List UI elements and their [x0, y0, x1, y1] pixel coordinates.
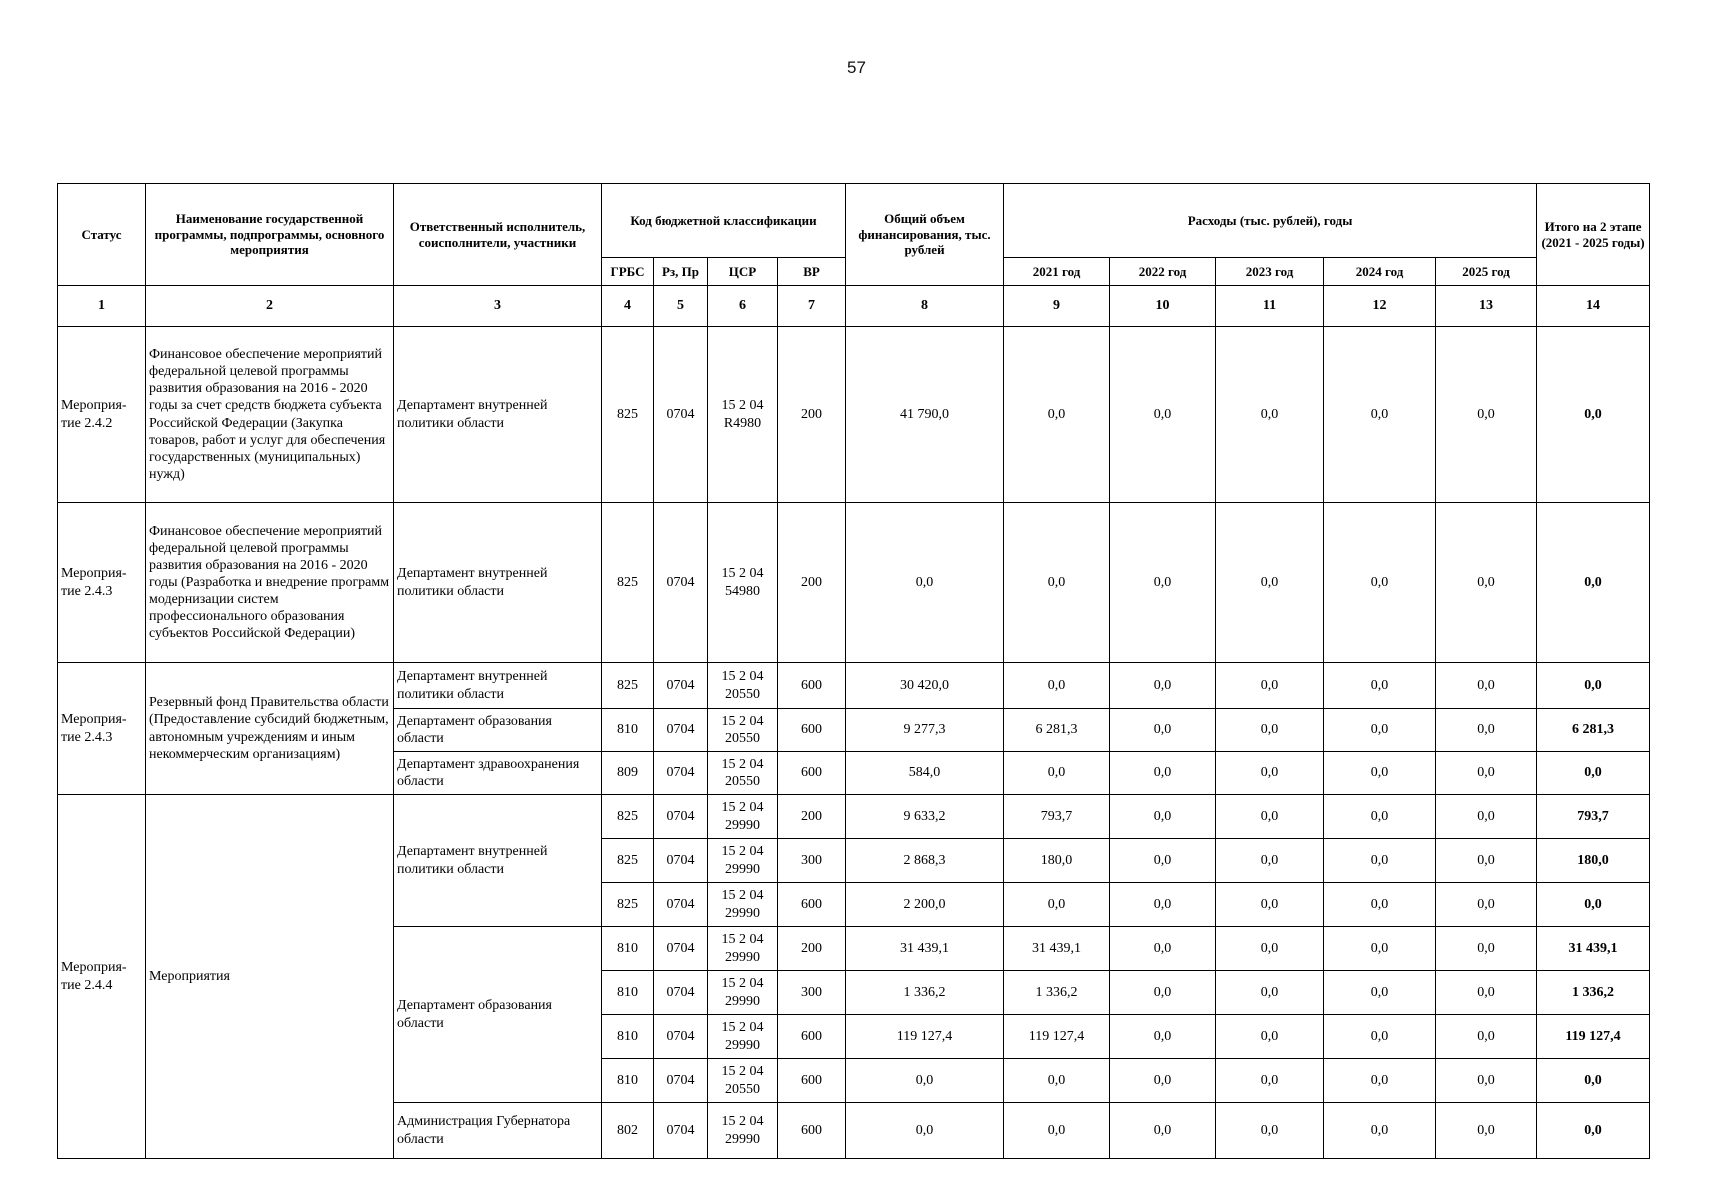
column-number: 2: [146, 286, 394, 327]
rzpr-cell: 0704: [654, 327, 708, 503]
measure-name-cell: Резервный фонд Правительства области (Предоставление субсидий бюджетным, автономным учреждениям и иным некоммерческим организациям): [146, 663, 394, 795]
csr-cell: 15 2 04 29990: [708, 839, 778, 883]
year-2022-cell: 0,0: [1110, 503, 1216, 663]
column-number: 4: [602, 286, 654, 327]
year-2023-cell: 0,0: [1216, 503, 1324, 663]
stage-total-cell: 0,0: [1537, 327, 1650, 503]
year-2025-cell: 0,0: [1436, 752, 1537, 795]
grbs-cell: 825: [602, 503, 654, 663]
csr-cell: 15 2 04 29990: [708, 795, 778, 839]
page-number: 57: [847, 58, 866, 77]
rzpr-cell: 0704: [654, 839, 708, 883]
year-2024-cell: 0,0: [1324, 927, 1436, 971]
stage-total-cell: 6 281,3: [1537, 709, 1650, 752]
year-2023-cell: 0,0: [1216, 971, 1324, 1015]
year-2022-cell: 0,0: [1110, 752, 1216, 795]
header-2022: 2022 год: [1110, 258, 1216, 286]
total-cell: 0,0: [846, 503, 1004, 663]
csr-cell: 15 2 04 20550: [708, 752, 778, 795]
stage-total-cell: 0,0: [1537, 752, 1650, 795]
year-2021-cell: 119 127,4: [1004, 1015, 1110, 1059]
vr-cell: 200: [778, 927, 846, 971]
header-budget-code: Код бюджетной классификации: [602, 184, 846, 258]
year-2025-cell: 0,0: [1436, 971, 1537, 1015]
rzpr-cell: 0704: [654, 971, 708, 1015]
year-2023-cell: 0,0: [1216, 1015, 1324, 1059]
year-2022-cell: 0,0: [1110, 795, 1216, 839]
table-row: [58, 327, 1650, 503]
header-executor: Ответственный исполнитель, соисполнители, участники: [394, 184, 602, 286]
column-number-row: [58, 286, 1650, 327]
year-2021-cell: 0,0: [1004, 503, 1110, 663]
year-2025-cell: 0,0: [1436, 795, 1537, 839]
vr-cell: 200: [778, 327, 846, 503]
year-2023-cell: 0,0: [1216, 839, 1324, 883]
year-2022-cell: 0,0: [1110, 883, 1216, 927]
total-cell: 584,0: [846, 752, 1004, 795]
grbs-cell: 825: [602, 883, 654, 927]
executor-cell: Департамент здравоохранения области: [394, 752, 602, 795]
status-cell: Мероприя-тие 2.4.2: [58, 327, 146, 503]
year-2023-cell: 0,0: [1216, 927, 1324, 971]
column-number: 3: [394, 286, 602, 327]
year-2022-cell: 0,0: [1110, 839, 1216, 883]
year-2021-cell: 1 336,2: [1004, 971, 1110, 1015]
table-header: [58, 184, 1650, 327]
grbs-cell: 810: [602, 1059, 654, 1103]
total-cell: 0,0: [846, 1103, 1004, 1159]
rzpr-cell: 0704: [654, 883, 708, 927]
header-2024: 2024 год: [1324, 258, 1436, 286]
csr-cell: 15 2 04 R4980: [708, 327, 778, 503]
table-row: [58, 663, 1650, 709]
rzpr-cell: 0704: [654, 752, 708, 795]
year-2021-cell: 0,0: [1004, 883, 1110, 927]
executor-cell: Департамент внутренней политики области: [394, 503, 602, 663]
stage-total-cell: 793,7: [1537, 795, 1650, 839]
header-total: Общий объем финансирования, тыс. рублей: [846, 184, 1004, 286]
year-2024-cell: 0,0: [1324, 883, 1436, 927]
stage-total-cell: 31 439,1: [1537, 927, 1650, 971]
grbs-cell: 825: [602, 327, 654, 503]
column-number: 1: [58, 286, 146, 327]
vr-cell: 600: [778, 1059, 846, 1103]
vr-cell: 600: [778, 752, 846, 795]
year-2023-cell: 0,0: [1216, 752, 1324, 795]
year-2025-cell: 0,0: [1436, 1015, 1537, 1059]
year-2023-cell: 0,0: [1216, 1103, 1324, 1159]
rzpr-cell: 0704: [654, 1103, 708, 1159]
year-2024-cell: 0,0: [1324, 752, 1436, 795]
rzpr-cell: 0704: [654, 663, 708, 709]
vr-cell: 300: [778, 839, 846, 883]
year-2025-cell: 0,0: [1436, 1059, 1537, 1103]
year-2025-cell: 0,0: [1436, 327, 1537, 503]
year-2022-cell: 0,0: [1110, 1103, 1216, 1159]
year-2025-cell: 0,0: [1436, 503, 1537, 663]
total-cell: 9 277,3: [846, 709, 1004, 752]
year-2024-cell: 0,0: [1324, 1015, 1436, 1059]
stage-total-cell: 0,0: [1537, 1103, 1650, 1159]
measure-name-cell: Финансовое обеспечение мероприятий федеральной целевой программы развития образования на 2016 - 2020 годы за счет средств бюджета субъекта Российской Федерации (Закупка товаров, работ и услуг для обеспечения государственных (муниципальных) нужд): [146, 327, 394, 503]
year-2025-cell: 0,0: [1436, 883, 1537, 927]
grbs-cell: 810: [602, 1015, 654, 1059]
year-2021-cell: 793,7: [1004, 795, 1110, 839]
stage-total-cell: 0,0: [1537, 1059, 1650, 1103]
year-2022-cell: 0,0: [1110, 709, 1216, 752]
year-2022-cell: 0,0: [1110, 663, 1216, 709]
csr-cell: 15 2 04 20550: [708, 1059, 778, 1103]
table-body: [58, 327, 1650, 1159]
year-2024-cell: 0,0: [1324, 1103, 1436, 1159]
year-2024-cell: 0,0: [1324, 709, 1436, 752]
year-2025-cell: 0,0: [1436, 709, 1537, 752]
column-number: 7: [778, 286, 846, 327]
status-cell: Мероприя-тие 2.4.4: [58, 795, 146, 1159]
year-2022-cell: 0,0: [1110, 927, 1216, 971]
grbs-cell: 802: [602, 1103, 654, 1159]
year-2025-cell: 0,0: [1436, 839, 1537, 883]
vr-cell: 200: [778, 795, 846, 839]
vr-cell: 600: [778, 1015, 846, 1059]
measure-name-cell: Финансовое обеспечение мероприятий федеральной целевой программы развития образования на 2016 - 2020 годы (Разработка и внедрение программ модернизации систем профессионального образования субъектов Российской Федерации): [146, 503, 394, 663]
year-2023-cell: 0,0: [1216, 663, 1324, 709]
stage-total-cell: 0,0: [1537, 883, 1650, 927]
column-number: 11: [1216, 286, 1324, 327]
column-number: 5: [654, 286, 708, 327]
total-cell: 41 790,0: [846, 327, 1004, 503]
total-cell: 9 633,2: [846, 795, 1004, 839]
measure-name-cell: Мероприятия: [146, 795, 394, 1159]
csr-cell: 15 2 04 29990: [708, 971, 778, 1015]
grbs-cell: 809: [602, 752, 654, 795]
column-number: 6: [708, 286, 778, 327]
rzpr-cell: 0704: [654, 1059, 708, 1103]
column-number: 10: [1110, 286, 1216, 327]
executor-cell: Департамент внутренней политики области: [394, 327, 602, 503]
csr-cell: 15 2 04 29990: [708, 1015, 778, 1059]
rzpr-cell: 0704: [654, 927, 708, 971]
header-name: Наименование государственной программы, подпрограммы, основного мероприятия: [146, 184, 394, 286]
executor-cell: Администрация Губернатора области: [394, 1103, 602, 1159]
year-2023-cell: 0,0: [1216, 883, 1324, 927]
status-cell: Мероприя-тие 2.4.3: [58, 503, 146, 663]
year-2021-cell: 0,0: [1004, 1059, 1110, 1103]
year-2024-cell: 0,0: [1324, 971, 1436, 1015]
executor-cell: Департамент образования области: [394, 709, 602, 752]
year-2021-cell: 0,0: [1004, 327, 1110, 503]
table-row: [58, 503, 1650, 663]
table-row: [58, 795, 1650, 839]
budget-table: [57, 183, 1650, 1159]
year-2023-cell: 0,0: [1216, 709, 1324, 752]
header-vr: ВР: [778, 258, 846, 286]
rzpr-cell: 0704: [654, 1015, 708, 1059]
year-2021-cell: 0,0: [1004, 663, 1110, 709]
year-2022-cell: 0,0: [1110, 971, 1216, 1015]
stage-total-cell: 0,0: [1537, 503, 1650, 663]
vr-cell: 600: [778, 1103, 846, 1159]
year-2021-cell: 6 281,3: [1004, 709, 1110, 752]
executor-cell: Департамент образования области: [394, 927, 602, 1103]
total-cell: 30 420,0: [846, 663, 1004, 709]
column-number: 9: [1004, 286, 1110, 327]
total-cell: 2 868,3: [846, 839, 1004, 883]
column-number: 14: [1537, 286, 1650, 327]
year-2024-cell: 0,0: [1324, 1059, 1436, 1103]
grbs-cell: 825: [602, 839, 654, 883]
vr-cell: 200: [778, 503, 846, 663]
year-2025-cell: 0,0: [1436, 1103, 1537, 1159]
header-grbs: ГРБС: [602, 258, 654, 286]
grbs-cell: 825: [602, 663, 654, 709]
csr-cell: 15 2 04 29990: [708, 1103, 778, 1159]
status-cell: Мероприя-тие 2.4.3: [58, 663, 146, 795]
grbs-cell: 825: [602, 795, 654, 839]
year-2024-cell: 0,0: [1324, 327, 1436, 503]
total-cell: 119 127,4: [846, 1015, 1004, 1059]
vr-cell: 300: [778, 971, 846, 1015]
grbs-cell: 810: [602, 927, 654, 971]
year-2023-cell: 0,0: [1216, 327, 1324, 503]
executor-cell: Департамент внутренней политики области: [394, 795, 602, 927]
rzpr-cell: 0704: [654, 503, 708, 663]
header-csr: ЦСР: [708, 258, 778, 286]
year-2025-cell: 0,0: [1436, 927, 1537, 971]
grbs-cell: 810: [602, 709, 654, 752]
year-2021-cell: 180,0: [1004, 839, 1110, 883]
column-number: 13: [1436, 286, 1537, 327]
year-2021-cell: 0,0: [1004, 1103, 1110, 1159]
total-cell: 31 439,1: [846, 927, 1004, 971]
year-2022-cell: 0,0: [1110, 1059, 1216, 1103]
csr-cell: 15 2 04 20550: [708, 709, 778, 752]
stage-total-cell: 1 336,2: [1537, 971, 1650, 1015]
vr-cell: 600: [778, 663, 846, 709]
year-2024-cell: 0,0: [1324, 839, 1436, 883]
year-2021-cell: 31 439,1: [1004, 927, 1110, 971]
vr-cell: 600: [778, 883, 846, 927]
header-status: Статус: [58, 184, 146, 286]
year-2023-cell: 0,0: [1216, 1059, 1324, 1103]
executor-cell: Департамент внутренней политики области: [394, 663, 602, 709]
year-2025-cell: 0,0: [1436, 663, 1537, 709]
vr-cell: 600: [778, 709, 846, 752]
year-2021-cell: 0,0: [1004, 752, 1110, 795]
header-2025: 2025 год: [1436, 258, 1537, 286]
stage-total-cell: 119 127,4: [1537, 1015, 1650, 1059]
rzpr-cell: 0704: [654, 795, 708, 839]
stage-total-cell: 0,0: [1537, 663, 1650, 709]
header-2023: 2023 год: [1216, 258, 1324, 286]
csr-cell: 15 2 04 54980: [708, 503, 778, 663]
column-number: 8: [846, 286, 1004, 327]
year-2023-cell: 0,0: [1216, 795, 1324, 839]
year-2024-cell: 0,0: [1324, 663, 1436, 709]
total-cell: 1 336,2: [846, 971, 1004, 1015]
year-2024-cell: 0,0: [1324, 503, 1436, 663]
header-2021: 2021 год: [1004, 258, 1110, 286]
csr-cell: 15 2 04 29990: [708, 927, 778, 971]
csr-cell: 15 2 04 29990: [708, 883, 778, 927]
grbs-cell: 810: [602, 971, 654, 1015]
rzpr-cell: 0704: [654, 709, 708, 752]
total-cell: 2 200,0: [846, 883, 1004, 927]
year-2022-cell: 0,0: [1110, 1015, 1216, 1059]
header-stage-total: Итого на 2 этапе (2021 - 2025 годы): [1537, 184, 1650, 286]
header-rz-pr: Рз, Пр: [654, 258, 708, 286]
stage-total-cell: 180,0: [1537, 839, 1650, 883]
column-number: 12: [1324, 286, 1436, 327]
total-cell: 0,0: [846, 1059, 1004, 1103]
year-2024-cell: 0,0: [1324, 795, 1436, 839]
header-expenses: Расходы (тыс. рублей), годы: [1004, 184, 1537, 258]
csr-cell: 15 2 04 20550: [708, 663, 778, 709]
year-2022-cell: 0,0: [1110, 327, 1216, 503]
